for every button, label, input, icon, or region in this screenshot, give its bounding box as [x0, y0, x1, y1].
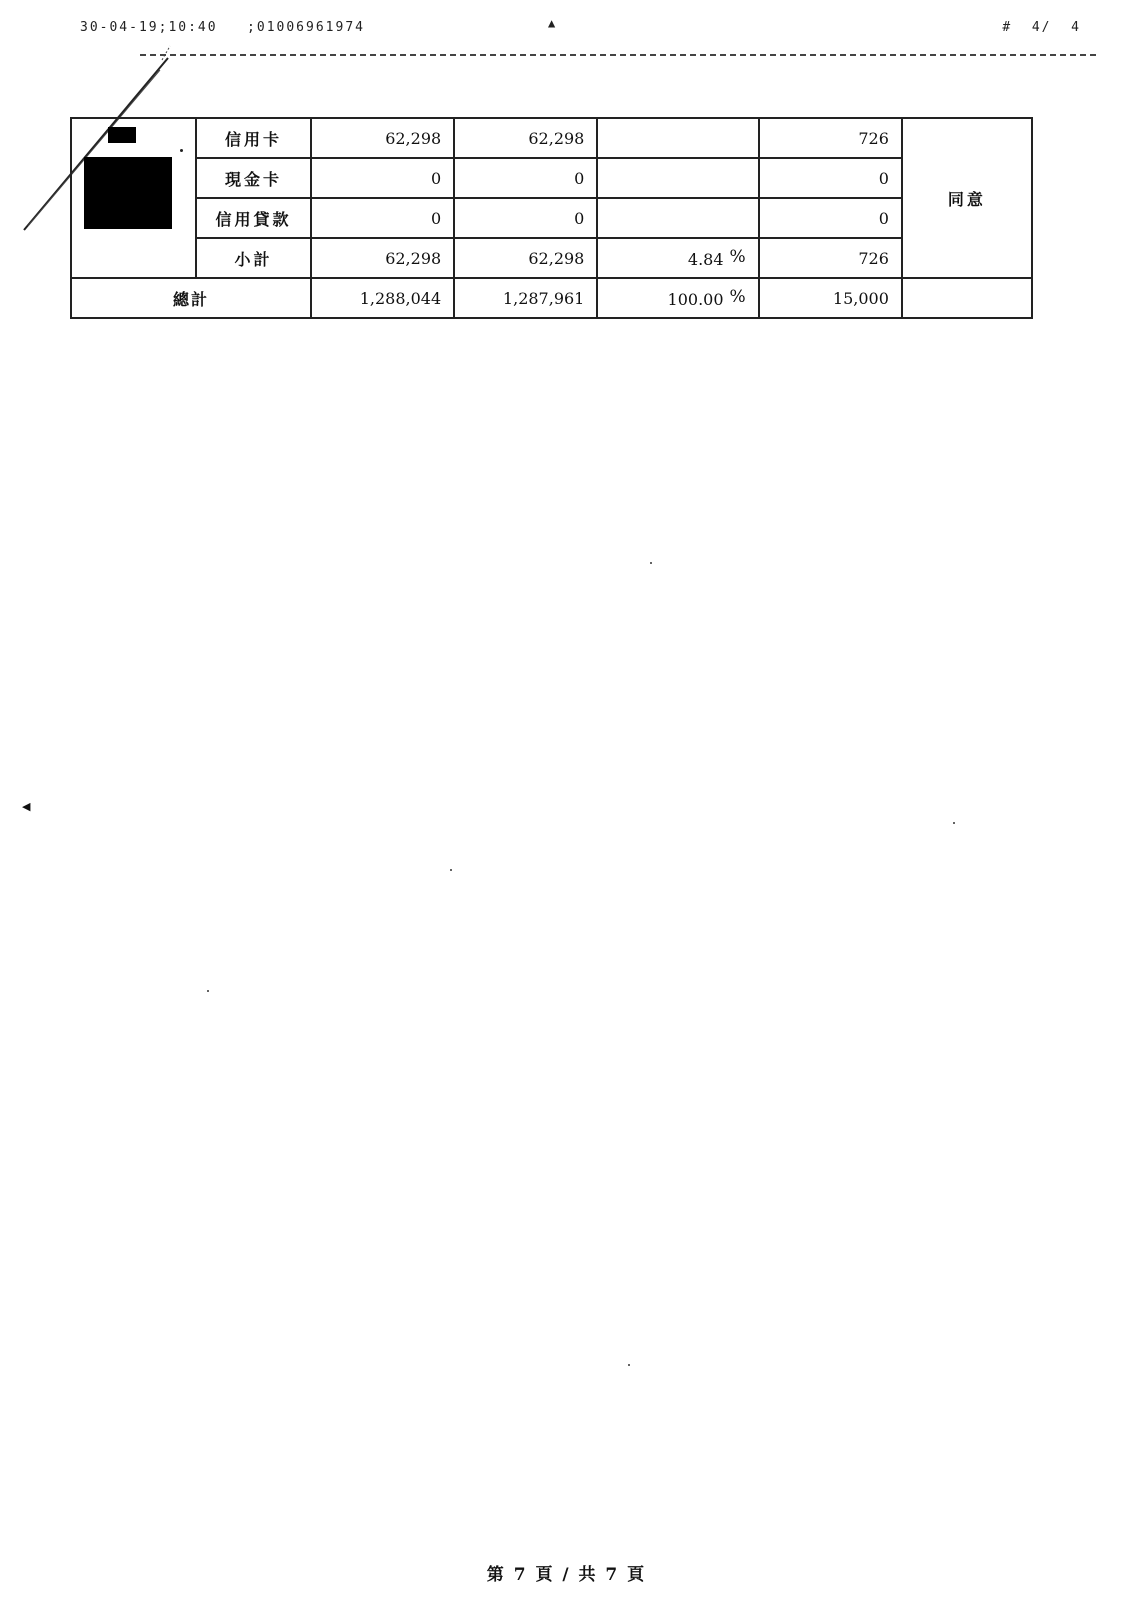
ink-dot — [180, 149, 183, 152]
amount-cell: 62,298 — [311, 238, 454, 278]
row-type-label: 信用卡 — [196, 118, 311, 158]
amount-cell: 1,288,044 — [311, 278, 454, 318]
amount-cell: 726 — [759, 118, 902, 158]
percent-cell — [597, 158, 758, 198]
triangle-up-icon: ▲ — [548, 16, 558, 30]
amount-cell: 62,298 — [454, 238, 597, 278]
table-row — [71, 118, 1032, 158]
amount-cell: 0 — [311, 158, 454, 198]
amount-cell: 1,287,961 — [454, 278, 597, 318]
table-row — [71, 238, 1032, 278]
amount-cell: 62,298 — [454, 118, 597, 158]
scan-speck — [650, 562, 652, 564]
row-type-label: 信用貸款 — [196, 198, 311, 238]
fax-timestamp: 30-04-19;10:40 ;01006961974 — [80, 20, 365, 35]
triangle-left-icon: ◀ — [22, 800, 31, 813]
subtotal-label: 小計 — [196, 238, 311, 278]
percent-sign: % — [729, 247, 746, 267]
credit-summary-table — [70, 117, 1033, 319]
total-row — [71, 278, 1032, 318]
amount-cell: 0 — [311, 198, 454, 238]
table-row — [71, 158, 1032, 198]
remark-cell: 同意 — [902, 118, 1032, 278]
percent-cell — [597, 198, 758, 238]
scan-speck — [953, 822, 955, 824]
percent-sign: % — [729, 287, 746, 307]
redaction-block — [84, 157, 172, 229]
scan-speck — [207, 990, 209, 992]
table-row — [71, 198, 1032, 238]
amount-cell: 15,000 — [759, 278, 902, 318]
percent-cell — [597, 118, 758, 158]
scan-speck — [450, 869, 452, 871]
amount-cell: 0 — [454, 198, 597, 238]
percent-value: 100.00 — [667, 290, 724, 309]
amount-cell: 726 — [759, 238, 902, 278]
page-footer: 第 7 頁 / 共 7 頁 — [486, 1565, 647, 1585]
amount-cell: 0 — [454, 158, 597, 198]
amount-cell: 0 — [759, 198, 902, 238]
percent-cell — [597, 278, 758, 318]
fax-page-counter: # 4/ 4 — [1002, 20, 1081, 35]
amount-cell: 0 — [759, 158, 902, 198]
redacted-institution-cell — [71, 118, 196, 278]
header-divider — [140, 54, 1096, 56]
percent-value: 4.84 — [687, 250, 724, 269]
scan-speck — [628, 1364, 630, 1366]
total-label: 總計 — [71, 278, 311, 318]
remark-cell — [902, 278, 1032, 318]
redaction-block — [108, 127, 136, 143]
percent-cell — [597, 238, 758, 278]
amount-cell: 62,298 — [311, 118, 454, 158]
fax-header — [0, 0, 1133, 60]
row-type-label: 現金卡 — [196, 158, 311, 198]
